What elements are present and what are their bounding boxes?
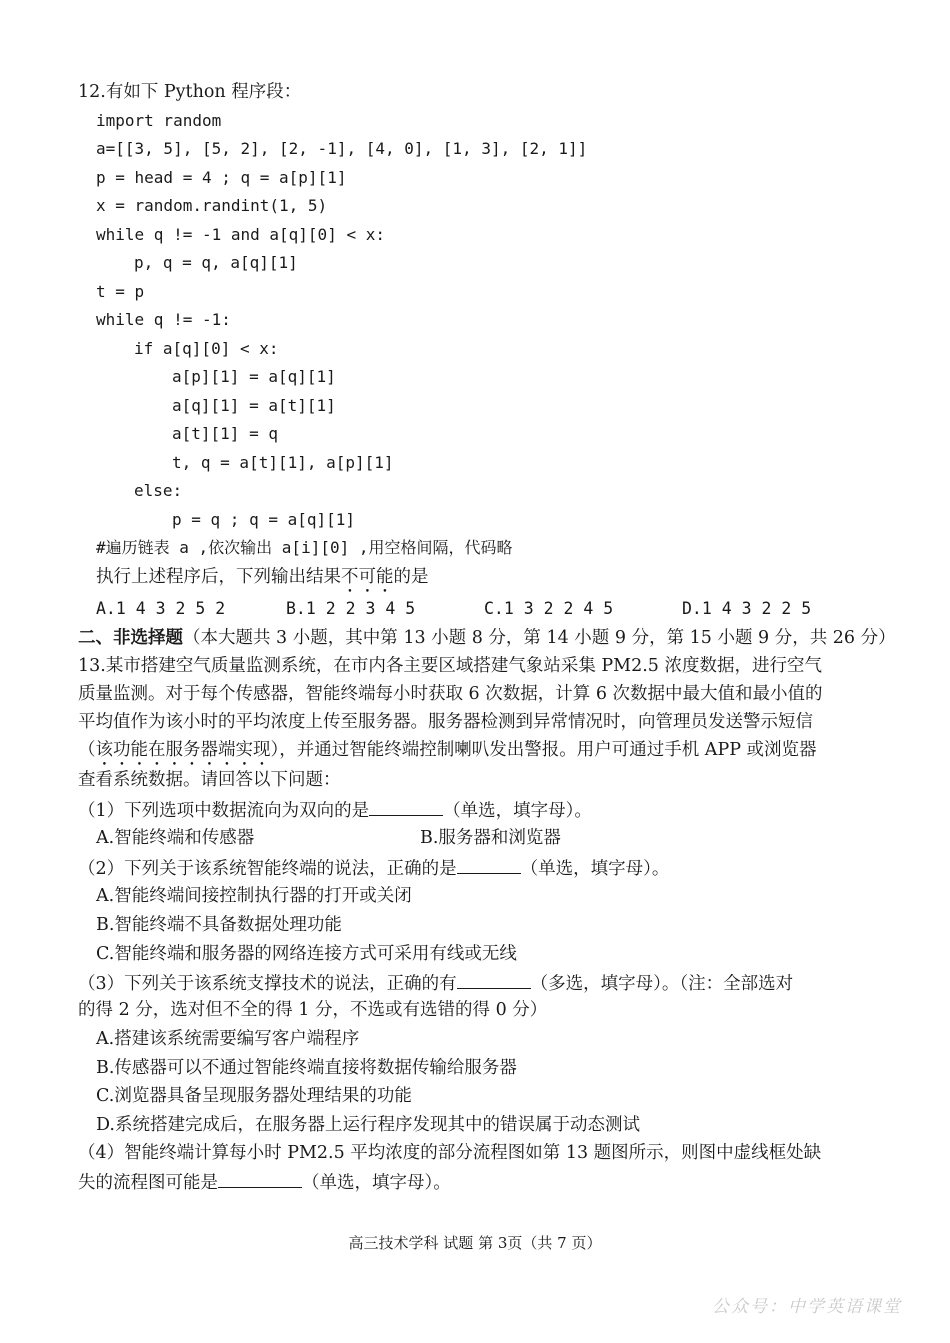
q13-sub3-option-d: D.系统搭建完成后，在服务器上运行程序发现其中的错误属于动态测试 — [96, 1115, 640, 1135]
q13-sub2-option-a: A.智能终端间接控制执行器的打开或关闭 — [96, 886, 412, 906]
q13-sub2-option-c: C.智能终端和服务器的网络连接方式可采用有线或无线 — [96, 944, 517, 964]
q13-sub3: （3）下列关于该系统支撑技术的说法，正确的有 （多选，填字母）。（注：全部选对 — [78, 970, 793, 996]
code-line: p, q = q, a[q][1] — [134, 253, 298, 272]
code-line: a[q][1] = a[t][1] — [172, 396, 336, 415]
q13-sub2: （2）下列关于该系统智能终端的说法，正确的是 （单选，填字母）。 — [78, 855, 669, 881]
q13-sub4-line2: 失的流程图可能是 （单选，填字母）。 — [78, 1169, 451, 1195]
q13-stem-line: 平均值作为该小时的平均浓度上传至服务器。服务器检测到异常情况时，向管理员发送警示短信 — [78, 712, 813, 732]
q13-sub1: （1）下列选项中数据流向为双向的是 （单选，填字母）。 — [78, 797, 592, 823]
code-comment: #遍历链表 a ,依次输出 a[i][0] ,用空格间隔，代码略 — [96, 538, 513, 557]
code-line: t = p — [96, 282, 145, 301]
emphasis-text: （该功能在服务器端实现） — [78, 740, 280, 760]
q12-question: 执行上述程序后，下列输出结果不可能的是 — [96, 567, 429, 587]
q13-stem-line: （该功能在服务器端实现），并通过智能终端控制喇叭发出警报。用户可通过手机 APP 或浏览器 — [78, 740, 817, 760]
code-line: while q != -1: — [96, 310, 231, 329]
q12-option-a: A.1 4 3 2 5 2 — [96, 599, 226, 618]
q12-option-b: B.1 2 2 3 4 5 — [286, 599, 416, 618]
q13-sub3-option-c: C.浏览器具备呈现服务器处理结果的功能 — [96, 1086, 412, 1106]
q13-sub4: （4）智能终端计算每小时 PM2.5 平均浓度的部分流程图如第 13 题图所示，则图中虚线框处缺 — [78, 1143, 822, 1163]
code-line: a[t][1] = q — [172, 424, 278, 443]
q13-sub3-option-b: B.传感器可以不通过智能终端直接将数据传输给服务器 — [96, 1058, 517, 1078]
answer-blank[interactable] — [457, 855, 521, 874]
page-footer: 高三技术学科 试题 第 3页（共 7 页） — [348, 1234, 602, 1252]
q13-sub3-note: 的得 2 分，选对但不全的得 1 分，不选或有选错的得 0 分） — [78, 1000, 548, 1020]
q12-title: 12.有如下 Python 程序段： — [78, 82, 302, 102]
q13-sub1-option-a: A.智能终端和传感器 — [96, 828, 255, 848]
code-line: if a[q][0] < x: — [134, 339, 279, 358]
watermark: 公众号：中学英语课堂 — [712, 1297, 902, 1317]
answer-blank[interactable] — [218, 1169, 302, 1188]
code-line: while q != -1 and a[q][0] < x: — [96, 225, 385, 244]
section-heading: 二、非选择题（本大题共 3 小题，其中第 13 小题 8 分，第 14 小题 9 分，第 15 小题 9 分，共 26 分） — [78, 628, 896, 648]
answer-blank[interactable] — [369, 797, 443, 816]
q13-sub3-option-a: A.搭建该系统需要编写客户端程序 — [96, 1029, 360, 1049]
emphasis-text: 不可能 — [341, 567, 394, 587]
q13-stem-line: 13.某市搭建空气质量监测系统，在市内各主要区域搭建气象站采集 PM2.5 浓度数据，进行空气 — [78, 656, 822, 676]
code-line: else: — [134, 481, 183, 500]
q13-stem-line: 质量监测。对于每个传感器，智能终端每小时获取 6 次数据，计算 6 次数据中最大值和最小值的 — [78, 684, 823, 704]
q13-stem-line: 查看系统数据。请回答以下问题： — [78, 770, 341, 790]
answer-blank[interactable] — [457, 970, 531, 989]
code-line: a=[[3, 5], [5, 2], [2, -1], [4, 0], [1, 3], [2, 1]] — [96, 139, 588, 158]
code-line: x = random.randint(1, 5) — [96, 196, 328, 215]
code-line: a[p][1] = a[q][1] — [172, 367, 336, 386]
code-line: p = q ; q = a[q][1] — [172, 510, 356, 529]
code-line: p = head = 4 ; q = a[p][1] — [96, 168, 347, 187]
code-line: t, q = a[t][1], a[p][1] — [172, 453, 394, 472]
q12-option-c: C.1 3 2 2 4 5 — [484, 599, 614, 618]
q13-sub1-option-b: B.服务器和浏览器 — [420, 828, 561, 848]
code-line: import random — [96, 111, 222, 130]
q13-sub2-option-b: B.智能终端不具备数据处理功能 — [96, 915, 342, 935]
q12-option-d: D.1 4 3 2 2 5 — [682, 599, 812, 618]
